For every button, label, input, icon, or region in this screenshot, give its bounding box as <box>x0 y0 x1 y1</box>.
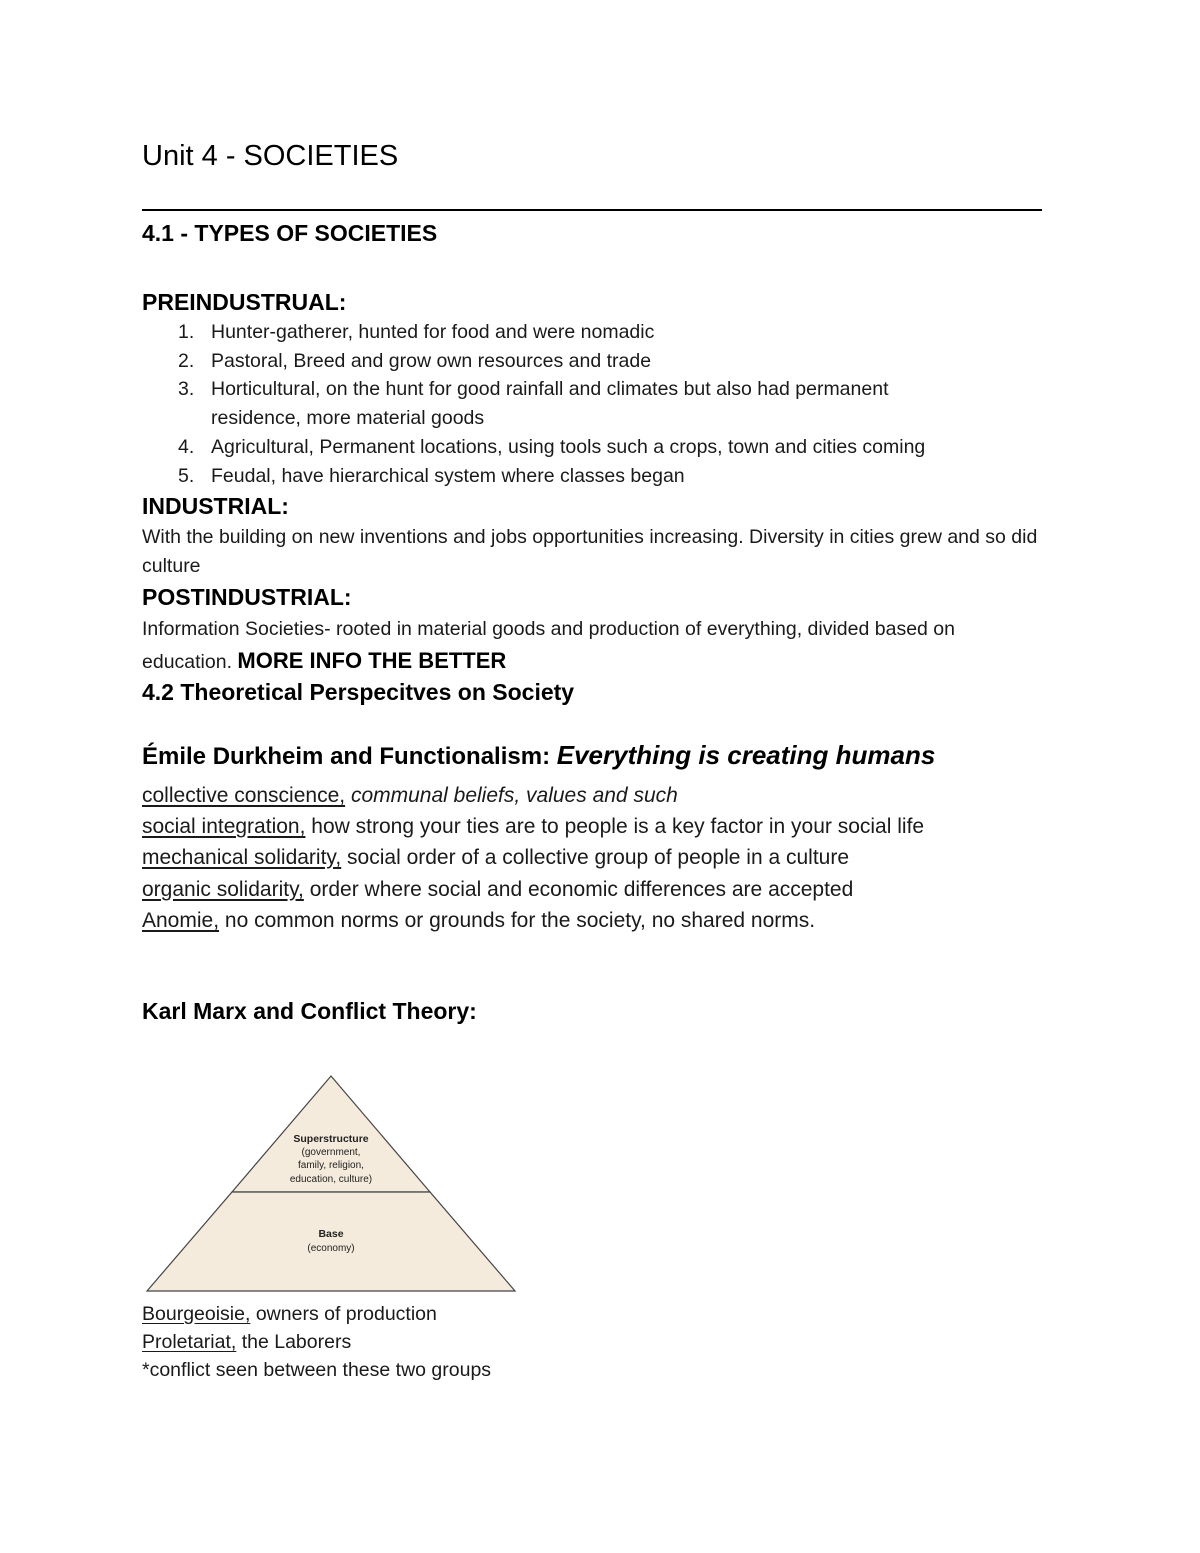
term-definition: owners of production <box>255 1303 437 1325</box>
term-label: mechanical solidarity, <box>142 846 342 869</box>
term-row <box>142 909 815 933</box>
term-row <box>142 815 924 839</box>
term-label: organic solidarity, <box>142 878 304 901</box>
preindustrial-list <box>142 318 1042 490</box>
pyramid-top-line: family, religion, <box>298 1160 364 1171</box>
list-item: 5. Feudal, have hierarchical system where classes began <box>178 464 685 487</box>
term-definition: communal beliefs, values and such <box>350 784 678 807</box>
pyramid-base-section <box>147 1192 515 1291</box>
durkheim-subtitle: Everything is creating humans <box>556 740 936 770</box>
postindustrial-emphasis: MORE INFO THE BETTER <box>237 648 507 673</box>
list-item: 3. Horticultural, on the hunt for good rainfall and climates but also had permanent residence, more material goods <box>178 378 889 430</box>
list-item: 4. Agricultural, Permanent locations, using tools such a crops, town and cities coming <box>178 435 926 458</box>
term-label: social integration, <box>142 815 306 838</box>
base-superstructure-pyramid <box>145 1074 517 1296</box>
section-heading-4-2: 4.2 Theoretical Perspecitves on Society <box>142 679 575 705</box>
term-row <box>142 1303 437 1326</box>
pyramid-top-line: education, culture) <box>289 1174 373 1185</box>
conflict-note: *conflict seen between these two groups <box>142 1359 492 1381</box>
list-item: 1. Hunter-gatherer, hunted for food and were nomadic <box>178 321 655 343</box>
postindustrial-heading: POSTINDUSTRIAL: <box>142 584 352 610</box>
term-label: Anomie, <box>142 909 220 932</box>
postindustrial-text: Information Societies- rooted in material goods and production of everything, divided based on education. MORE INFO THE BETTER <box>142 618 955 673</box>
term-row <box>142 784 678 808</box>
industrial-heading: INDUSTRIAL: <box>142 493 289 519</box>
term-label: collective conscience, <box>142 784 346 807</box>
pyramid-top-title: Superstructure <box>293 1133 369 1145</box>
term-definition: how strong your ties are to people is a key factor in your social life <box>311 815 925 838</box>
term-definition: no common norms or grounds for the society, no shared norms. <box>224 909 816 932</box>
title-divider <box>142 209 1042 211</box>
term-definition: order where social and economic differences are accepted <box>309 878 854 901</box>
durkheim-heading: Émile Durkheim and Functionalism: Everything is creating humans <box>142 740 936 770</box>
term-label: Proletariat, <box>142 1331 237 1353</box>
term-row <box>142 846 849 870</box>
term-row <box>142 1331 351 1354</box>
term-row <box>142 878 853 902</box>
term-definition: the Laborers <box>241 1331 352 1353</box>
pyramid-base-title: Base <box>318 1228 344 1240</box>
section-heading-4-1: 4.1 - TYPES OF SOCIETIES <box>142 220 438 246</box>
marx-heading: Karl Marx and Conflict Theory: <box>142 998 477 1024</box>
page-title: Unit 4 - SOCIETIES <box>142 140 399 172</box>
pyramid-top-line: (government, <box>301 1147 361 1158</box>
pyramid-base-sub: (economy) <box>307 1243 355 1254</box>
list-item: 2. Pastoral, Breed and grow own resources and trade <box>178 349 652 372</box>
industrial-text: With the building on new inventions and jobs opportunities increasing. Diversity in cities grew and so did culture <box>142 526 1038 577</box>
term-definition: social order of a collective group of people in a culture <box>347 846 850 869</box>
preindustrial-heading: PREINDUSTRUAL: <box>142 289 347 315</box>
term-label: Bourgeoisie, <box>142 1303 251 1325</box>
